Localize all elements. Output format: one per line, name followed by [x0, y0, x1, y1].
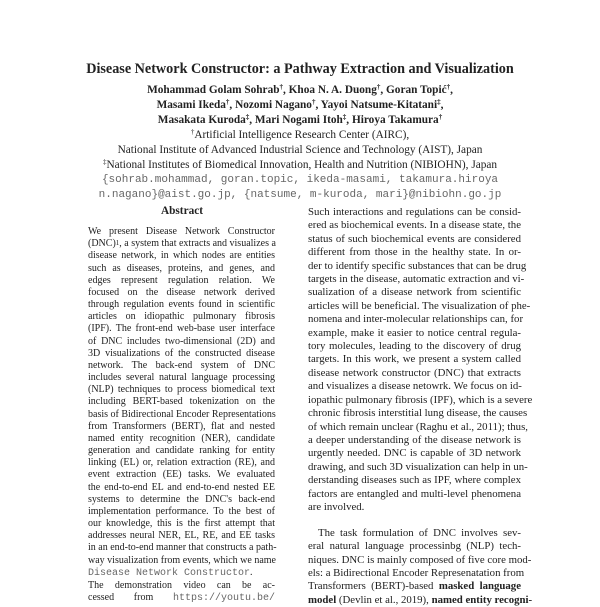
- author-line-2: [0, 99, 600, 111]
- text-line: der to identify specific substances that can be drug: [308, 259, 527, 272]
- affiliation-1-line-2: National Institute of Advanced Industrial Science and Technology (AIST), Japan: [117, 144, 483, 156]
- email-line-2: n.nagano}@aist.go.jp, {natsume, m-kuroda, mari}@nibiohn.go.jp: [98, 189, 502, 201]
- affiliation-1-line-1: Artificial Intelligence Research Center (AIRC),: [194, 129, 410, 141]
- affiliation-mark: †: [438, 113, 443, 121]
- text-line: our knowledge, this is the first attempt that: [88, 518, 275, 530]
- text-span: (DNC): [88, 238, 116, 250]
- text-line: ered as biochemical events. In a disease state, the: [308, 219, 521, 232]
- paper-title: Disease Network Constructor: a Pathway Extraction and Visualization: [86, 61, 514, 77]
- author-line-3: [0, 114, 600, 126]
- affiliation-2: [0, 159, 600, 171]
- text-line: named entity recognition (NER), candidate: [88, 432, 275, 444]
- author-names: , Yayoi Natsume-Kitatani: [315, 99, 438, 111]
- text-line: targets in the disease, automatic extraction and vi-: [308, 273, 525, 286]
- text-line: (IPF). The front-end web-base user interface: [88, 323, 275, 335]
- text-line: includes several natural language processing: [88, 372, 275, 384]
- text-span: (Devlin et al., 2019),: [336, 593, 432, 606]
- affiliation-mark: †: [279, 83, 283, 91]
- text-line: through regulation events found in scientific: [88, 299, 275, 311]
- text-span: Transformers (BERT)-based: [308, 580, 439, 593]
- introduction-body: [308, 206, 533, 607]
- text-line: in an end-to-end manner that constructs a path-: [88, 542, 277, 554]
- text-line: The task formulation of DNC involves sev-: [318, 526, 521, 539]
- text-line: including BERT-based tokenization on the: [88, 396, 275, 408]
- author-names: ,: [450, 84, 453, 96]
- monospace-text: https://youtu.be/: [172, 593, 275, 605]
- text-line: such as diseases, proteins, and genes, and: [88, 262, 275, 274]
- text-line: targets. In this work, we present a system called: [308, 353, 521, 366]
- text-line: way visualization from events, which we name: [88, 554, 276, 566]
- affiliation-mark: †: [225, 98, 230, 106]
- text-line: drawing, and such 3D visualization can help in un-: [308, 460, 528, 473]
- text-line: the end-to-end EL and end-to-end nested EE: [88, 481, 275, 493]
- author-names: , Mari Nogami Itoh: [249, 114, 343, 126]
- text-line: systems to determine the DNC's back-end: [88, 493, 275, 505]
- text-line: (NLP) techniques to process biomedical text: [88, 384, 275, 396]
- text-line: derstanding diseases such as IPF, where complex: [308, 474, 521, 487]
- affiliation-1: [0, 129, 600, 141]
- text-line: and visualizes a disease netowrk. We focus on id-: [308, 380, 522, 393]
- text-line: a deeper understanding of the disease network is: [308, 433, 521, 446]
- text-line: The demonstration video can be ac-: [88, 579, 275, 591]
- text-line: of DNC includes two-dimensional (2D) and: [88, 335, 275, 347]
- bold-term: named entity recogni-: [431, 593, 533, 606]
- text-line: from Transformers (BERT), flat and nested: [88, 420, 275, 432]
- footnote-mark: 1: [115, 239, 120, 248]
- author-names: Masakata Kuroda: [157, 114, 246, 126]
- affiliation-mark: †: [446, 83, 451, 91]
- text-line: sualization of a disease network from scientific: [308, 286, 521, 299]
- text-line: niques. DNC is mainly composed of five core mod-: [308, 553, 532, 566]
- author-names: , Khoa N. A. Duong: [283, 84, 377, 96]
- bold-term: masked language: [438, 580, 521, 593]
- text-line: [88, 238, 275, 250]
- text-line: [88, 567, 275, 580]
- text-line: eral natural language processinbg (NLP) tech-: [308, 540, 521, 553]
- affiliation-mark: †: [190, 128, 195, 136]
- text-line: 3D visualizations of the constructed disease: [88, 347, 275, 359]
- text-line: We present Disease Network Constructor: [88, 226, 275, 237]
- author-names: , Nozomi Nagano: [229, 99, 312, 111]
- text-line: [308, 501, 521, 514]
- text-span: , a system that extracts and visualizes a: [119, 238, 276, 250]
- text-line: example, make it easier to notice central regula-: [308, 326, 521, 339]
- text-line: iopathic pulmonary fibrosis (IPF), which is a severe: [308, 393, 533, 406]
- text-line: different from those in the healthy state. In or-: [308, 246, 521, 259]
- text-line: urgently needed. DNC is capable of 3D network: [308, 447, 521, 460]
- text-line: factors are entangled and multi-level phenomena: [308, 487, 521, 500]
- text-span: are involved.: [308, 500, 365, 513]
- text-span: .: [250, 566, 253, 578]
- abstract-body: [88, 226, 275, 605]
- text-line: linking (EL) or, relation extraction (RE), and: [88, 457, 275, 469]
- text-line: [308, 580, 521, 593]
- bold-term: model: [308, 593, 337, 606]
- text-line: Such interactions and regulations can be consid-: [308, 206, 521, 218]
- abstract-heading: Abstract: [160, 205, 204, 217]
- text-line: chronic fibrosis interstitial lung disease, the causes: [308, 407, 528, 420]
- author-line-1: [0, 84, 600, 96]
- monospace-text: Disease Network Constructor: [88, 567, 251, 579]
- author-names: ,: [440, 99, 444, 111]
- text-line: disease network, in which nodes are entities: [88, 250, 275, 262]
- text-line: focused on the disease network derived: [88, 286, 275, 298]
- author-names: Masami Ikeda: [156, 99, 226, 111]
- text-line: implementation performance. To the best of: [88, 505, 275, 517]
- text-line: disease network constructor (DNC) that extracts: [308, 366, 521, 379]
- text-line: edges represent regulation relation. We: [88, 274, 275, 286]
- email-line-1: {sohrab.mohammad, goran.topic, ikeda-masami, takamura.hiroya: [101, 174, 499, 186]
- text-line: basis of Bidirectional Encoder Representations: [88, 408, 276, 420]
- text-line: generation and candidate ranking for entity: [88, 445, 275, 457]
- text-line: addresses neural NER, EL, RE, and EE tasks: [88, 530, 275, 542]
- affiliation-mark: ‡: [437, 98, 441, 106]
- author-names: , Goran Topić: [380, 84, 447, 96]
- author-names: Mohammad Golam Sohrab: [147, 84, 280, 96]
- affiliation-mark: †: [376, 83, 381, 91]
- affiliation-mark: ‡: [102, 158, 107, 166]
- text-line: articles on idiopathic pulmonary fibrosis: [88, 311, 275, 323]
- text-line: [308, 593, 533, 607]
- text-line: event extraction (EE) tasks. We evaluated: [88, 469, 275, 481]
- text-line: status of such biochemical events are considered: [308, 232, 521, 245]
- paragraph-gap: [308, 514, 521, 527]
- text-line: network. The back-end system of DNC: [88, 359, 275, 371]
- affiliation-mark: †: [311, 98, 316, 106]
- affiliation-mark: ‡: [342, 113, 347, 121]
- author-names: , Hiroya Takamura: [346, 114, 439, 126]
- text-line: of which remain unclear (Raghu et al., 2011); thus,: [308, 420, 528, 433]
- affiliation-2-line-1: National Institutes of Biomedical Innovation, Health and Nutrition (NIBIOHN), Japan: [106, 159, 498, 171]
- text-line: [88, 592, 275, 605]
- text-line: nomena and inter-molecular relationships can, for: [308, 313, 524, 326]
- affiliation-mark: ‡: [245, 113, 250, 121]
- text-span: cessed from: [88, 592, 173, 604]
- text-line: articles will be beneficial. The visualization of phe-: [308, 299, 531, 312]
- text-line: tory molecules, leading to the discovery of drug: [308, 340, 521, 353]
- text-line: els: a Bidirectional Encoder Represenatation from: [308, 567, 525, 580]
